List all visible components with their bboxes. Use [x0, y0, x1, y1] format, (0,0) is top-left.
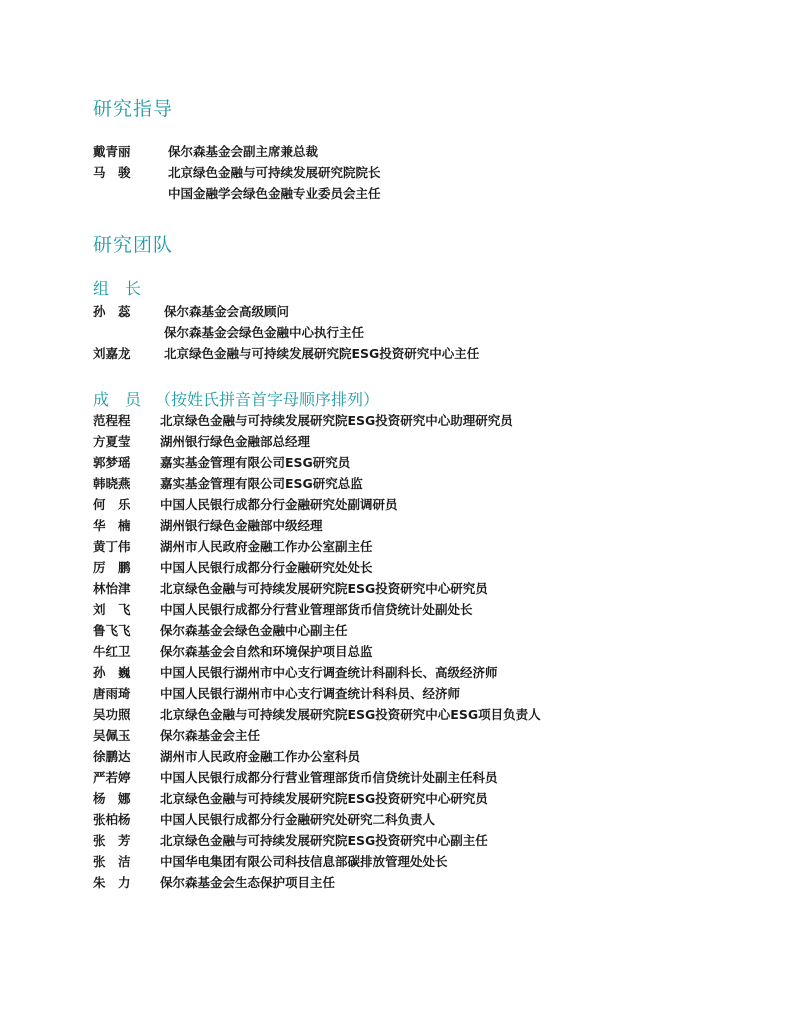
- leader-row: [93, 344, 479, 364]
- leader-row: [93, 302, 289, 322]
- person-role: 湖州银行绿色金融部总经理: [160, 434, 311, 449]
- person-role: 保尔森基金会自然和环境保护项目总监: [160, 644, 373, 659]
- member-row: [93, 789, 488, 809]
- person-name: 方夏莹: [93, 434, 131, 449]
- members-title: 成 员: [93, 390, 142, 409]
- team-section-title: 研究团队: [93, 234, 174, 256]
- member-row: [93, 516, 323, 536]
- person-name: 朱 力: [93, 875, 131, 890]
- person-name: 杨 娜: [93, 791, 131, 806]
- person-role: 保尔森基金会副主席兼总裁: [168, 144, 319, 159]
- person-name: 吴佩玉: [93, 728, 131, 743]
- person-name: 华 楠: [93, 518, 131, 533]
- person-role: 北京绿色金融与可持续发展研究院ESG投资研究中心助理研究员: [160, 413, 513, 428]
- person-role: 嘉实基金管理有限公司ESG研究总监: [160, 476, 363, 491]
- person-role: 北京绿色金融与可持续发展研究院ESG投资研究中心副主任: [160, 833, 488, 848]
- person-name: 刘 飞: [93, 602, 131, 617]
- member-row: [93, 810, 435, 830]
- person-name: 范程程: [93, 413, 131, 428]
- person-name: 张 洁: [93, 854, 131, 869]
- member-row: [93, 705, 541, 725]
- person-role: 中国人民银行成都分行营业管理部货币信贷统计处副主任科员: [160, 770, 498, 785]
- person-role: 北京绿色金融与可持续发展研究院ESG投资研究中心ESG项目负责人: [160, 707, 541, 722]
- guidance-row: [93, 163, 381, 183]
- person-name: 黄丁伟: [93, 539, 131, 554]
- person-role: 中国人民银行成都分行营业管理部货币信贷统计处副处长: [160, 602, 473, 617]
- person-role: 保尔森基金会高级顾问: [164, 304, 290, 319]
- person-role: 保尔森基金会主任: [160, 728, 261, 743]
- member-row: [93, 621, 348, 641]
- person-name: 马 骏: [93, 165, 131, 180]
- member-row: [93, 474, 363, 494]
- person-role: 湖州银行绿色金融部中级经理: [160, 518, 323, 533]
- member-row: [93, 495, 398, 515]
- member-row: [93, 558, 373, 578]
- member-row: [93, 663, 498, 683]
- member-row: [93, 537, 373, 557]
- person-name: 刘嘉龙: [93, 346, 131, 361]
- person-name: 严若婷: [93, 770, 131, 785]
- person-name: 孙 巍: [93, 665, 131, 680]
- guidance-section-title: 研究指导: [93, 98, 174, 120]
- member-row: [93, 453, 350, 473]
- person-name: 鲁飞飞: [93, 623, 131, 638]
- person-role: 中国人民银行成都分行金融研究处研究二科负责人: [160, 812, 436, 827]
- person-role: 北京绿色金融与可持续发展研究院ESG投资研究中心研究员: [160, 791, 488, 806]
- person-role: 保尔森基金会绿色金融中心副主任: [160, 623, 348, 638]
- member-row: [93, 684, 460, 704]
- person-role: 保尔森基金会绿色金融中心执行主任: [164, 325, 365, 340]
- member-row: [93, 411, 513, 431]
- person-role: 中国人民银行湖州市中心支行调查统计科副科长、高级经济师: [160, 665, 498, 680]
- person-name: 唐雨琦: [93, 686, 131, 701]
- person-role: 中国华电集团有限公司科技信息部碳排放管理处处长: [160, 854, 448, 869]
- member-row: [93, 747, 360, 767]
- person-name: [93, 323, 164, 343]
- guidance-row: [93, 142, 318, 162]
- member-row: [93, 600, 473, 620]
- member-row: [93, 852, 448, 872]
- person-role: 中国金融学会绿色金融专业委员会主任: [168, 186, 381, 201]
- members-subtitle: [93, 387, 379, 410]
- person-role: 湖州市人民政府金融工作办公室副主任: [160, 539, 373, 554]
- person-name: 厉 鹏: [93, 560, 131, 575]
- leader-row: [93, 323, 364, 343]
- person-name: 郭梦瑶: [93, 455, 131, 470]
- member-row: [93, 642, 373, 662]
- person-role: 保尔森基金会生态保护项目主任: [160, 875, 336, 890]
- member-row: [93, 768, 498, 788]
- person-role: 湖州市人民政府金融工作办公室科员: [160, 749, 361, 764]
- person-name: 张 芳: [93, 833, 131, 848]
- person-role: 嘉实基金管理有限公司ESG研究员: [160, 455, 351, 470]
- person-role: 中国人民银行成都分行金融研究处处长: [160, 560, 373, 575]
- member-row: [93, 873, 335, 893]
- person-name: 张柏杨: [93, 812, 131, 827]
- person-role: 中国人民银行湖州市中心支行调查统计科科员、经济师: [160, 686, 461, 701]
- person-role: 北京绿色金融与可持续发展研究院ESG投资研究中心主任: [164, 346, 480, 361]
- person-name: 孙 蕊: [93, 304, 131, 319]
- person-name: 牛红卫: [93, 644, 131, 659]
- person-name: 韩晓燕: [93, 476, 131, 491]
- member-row: [93, 579, 488, 599]
- member-row: [93, 726, 260, 746]
- person-role: 北京绿色金融与可持续发展研究院ESG投资研究中心研究员: [160, 581, 488, 596]
- leader-subtitle: 组 长: [93, 279, 142, 298]
- person-name: [93, 184, 168, 204]
- guidance-row: [93, 184, 381, 204]
- members-order-note: （按姓氏拼音首字母顺序排列）: [155, 390, 380, 409]
- person-name: 戴青丽: [93, 144, 131, 159]
- person-name: 徐鹏达: [93, 749, 131, 764]
- person-role: 中国人民银行成都分行金融研究处副调研员: [160, 497, 398, 512]
- member-row: [93, 432, 310, 452]
- person-role: 北京绿色金融与可持续发展研究院院长: [168, 165, 381, 180]
- member-row: [93, 831, 488, 851]
- person-name: 林怡津: [93, 581, 131, 596]
- person-name: 何 乐: [93, 497, 131, 512]
- person-name: 吴功照: [93, 707, 131, 722]
